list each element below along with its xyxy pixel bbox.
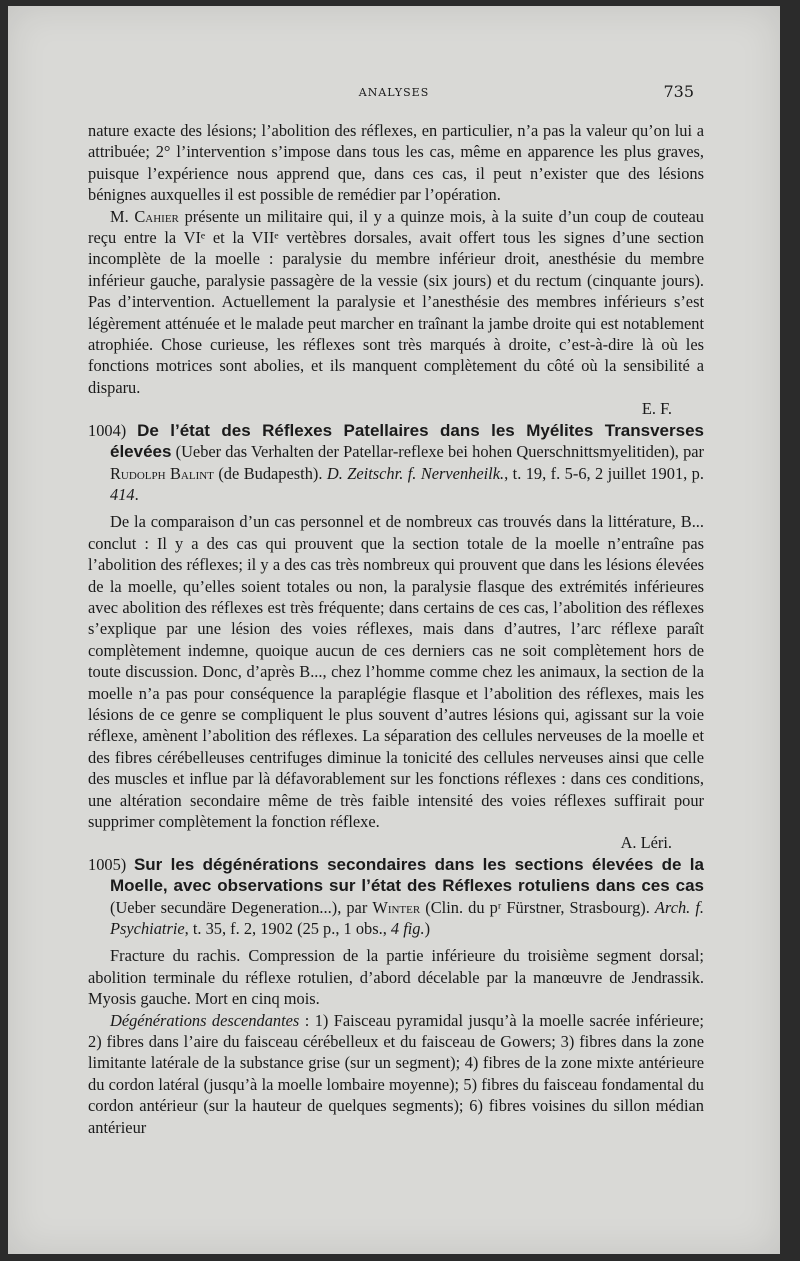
body-text [88,120,704,1138]
entry-1005-body: Fracture du rachis. Compression de la partie inférieure du troisième segment dorsal; abolition terminale du réflexe rotulien, d’abord décelable par la manœuvre de Jendrassik. Myosis gauche. Mort en cinq mois. [88,946,704,1009]
paragraph-text: : 1) Faisceau pyramidal jusqu’à la moelle sacrée inférieure; 2) fibres dans l’aire du faisceau cérébelleux et du faisceau de Gowers; 3) fibres dans la zone limitante latérale de la substance grise (sur un segment); 4) fibres de la zone mixte antérieure du cordon latéral (jusqu’à la moelle lombaire moyenne); 5) fibres du faisceau fondamental du cordon antérieur (sur la hauteur de quelques segments); 6) fibres voisines du sillon médian antérieur [88,1010,704,1137]
entry-title: De l’état des Réflexes Patellaires dans les Myélites Transverses élevées [110,420,704,462]
figure-count: 4 fig. [390,919,425,939]
entry-number: 1004) [88,420,127,440]
running-head: ANALYSES [358,86,430,99]
entry-1005-heading [88,854,704,940]
entry-number: 1005) [88,854,127,874]
page-ref: 414 [110,484,135,504]
journal-name: Arch. f. Psychiatrie [110,897,704,939]
journal-name: D. Zeitschr. f. Nervenheilk. [326,463,505,483]
author-name: Winter [372,897,421,917]
signature: E. F. [641,399,672,419]
reference-text: (Ueber das Verhalten der Patellar-reflexe bei hohen Querschnittsmyelitiden), par [171,442,704,462]
paragraph-cahier [88,206,704,399]
author-name: M. Cahier [110,206,179,226]
reference-text: (de Budapesth). [213,463,327,483]
page-number: 735 [663,82,694,101]
reference-text: , t. 19, f. 5-6, 2 juillet 1901, p. [504,463,704,483]
reference-text: , t. 35, f. 2, 1902 (25 p., 1 obs., [184,919,391,939]
entry-1004-body: De la comparaison d’un cas personnel et de nombreux cas trouvés dans la littérature, B... conclut : Il y a des cas qui prouvent que la section totale de la moelle n’entraîne pas l’abolition des réflexes; il y a des cas très nombreux qui prouvent que dans les lésions élevées de la moelle, qu’elles soient totales ou non, la paralysie flasque des extrémités inférieures avec abolition des réflexes est très fréquente; dans certains de ces cas, l’abolition des réflexes s’explique par une lésion des voies réflexes, mais dans d’autres, l’arc réflexe paraît complètement indemne, quoique aucun de ces derniers cas ne soit complètement hors de toute discussion. Donc, d’après B..., chez l’homme comme chez les animaux, la section de la moelle n’a pas pour conséquence la paraplégie flasque et l’abolition des réflexes, mais les lésions de ce genre se compliquent le plus souvent d’autres lésions qui, agissant sur la voie réflexe, amènent l’abolition des réflexes. La séparation des cellules nerveuses de la moelle et des fibres cérébelleuses centrifuges diminue la tonicité des cellules nerveuses ainsi que celle des muscles et influe par là défavorablement sur les fonctions réflexes : dans ces conditions, une altération secondaire même de très faible intensité des voies réflexes suffirait pour supprimer complètement la fonction réflexe. [88,512,704,831]
paragraph-text: présente un militaire qui, il y a quinze mois, à la suite d’un coup de couteau reçu entre la VIᵉ et la VIIᵉ vertèbres dorsales, avait offert tous les signes d’une section incomplète de la moelle : paralysie du membre inférieur droit, anesthésie du membre inférieur gauche, paralysie passagère de la vessie (six jours) et du rectum (cinquante jours). Pas d’intervention. Actuellement la paralysie et l’anesthésie des membres inférieurs s’est légèrement atténuée et le malade peut marcher en traînant la jambe droite qui est notablement atrophiée. Chose curieuse, les réflexes sont très marqués à droite, c’est-à-dire là où les fonctions motrices sont abolies, et ils manquent complètement du côté où la sensibilité a disparu. [88,206,705,397]
entry-1004-heading [88,420,704,506]
paragraph-continuation: nature exacte des lésions; l’abolition des réflexes, en particulier, n’a pas la valeur qu’on lui a attribuée; 2° l’intervention s’impose dans tous les cas, même en apparence les plus graves, puisque l’expérience nous apprend que, dans ces cas, il peut n’exister que des lésions bénignes auxquelles il est possible de remédier par l’opération. [88,121,704,205]
section-label: Dégénérations descendantes [110,1010,300,1030]
reference-text: (Clin. du pʳ Fürstner, Strasbourg). [420,897,655,917]
page [8,6,780,1254]
page-header [8,82,780,106]
author-name: Rudolph Balint [110,463,214,483]
signature: A. Léri. [620,833,672,853]
reference-text: . [134,484,139,504]
reference-text: (Ueber secundäre Degeneration...), par [110,897,373,917]
entry-1005-degenerations [88,1010,704,1138]
entry-title: Sur les dégénérations secondaires dans les sections élevées de la Moelle, avec observations sur l’état des Réflexes rotuliens dans ces cas [110,854,704,896]
reference-text: ) [424,919,431,939]
